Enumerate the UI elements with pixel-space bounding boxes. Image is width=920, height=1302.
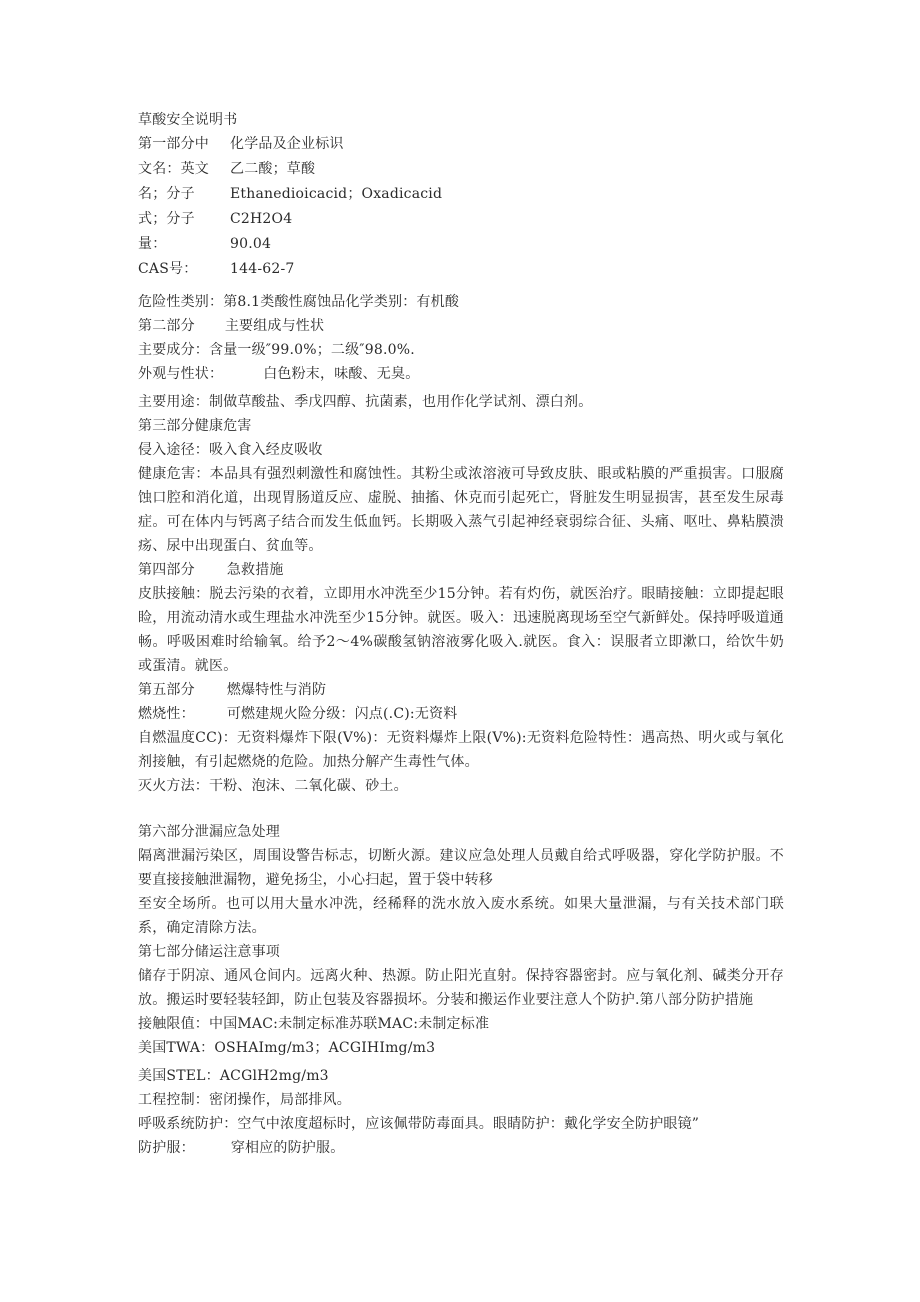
chinese-name: 乙二酸；草酸	[230, 161, 316, 177]
flammability	[138, 702, 788, 726]
section-5-heading-number: 第五部分	[138, 682, 195, 698]
composition: 主要成分：含量一级″99.0%；二级″98.0%.	[138, 342, 415, 358]
spill-response-b: 至安全场所。也可以用大量水冲洗，经稀释的洗水放入废水系统。如果大量泄漏，与有关技术部门联系，确定清除方法。	[138, 896, 784, 936]
flammability-value: 可燃建规火险分级：闪点(.C):无资料	[226, 706, 458, 722]
protective-clothing	[138, 1136, 788, 1160]
autoignition-and-hazards: 自燃温度CC)：无资料爆炸下限(V%)：无资料爆炸上限(V%):无资料危险特性：遇高热、明火或与氧化剂接触，有引起燃烧的危险。加热分解产生毒性气体。	[138, 730, 784, 770]
extinguishing-method: 灭火方法：干粉、泡沫、二氧化碳、砂土。	[138, 778, 408, 794]
section-4-heading-title: 急救措施	[226, 562, 284, 578]
english-name: Ethanedioicacid；Oxadicacid	[230, 186, 443, 202]
section-7-heading: 第七部分储运注意事项	[138, 944, 280, 960]
flammability-label: 燃烧性：	[138, 706, 195, 722]
health-hazards: 健康危害：本品具有强烈刺激性和腐蚀性。其粉尘或浓溶液可导致皮肤、眼或粘膜的严重损害。口服腐蚀口腔和消化道，出现胃肠道反应、虚脱、抽搐、休克而引起死亡，肾脏发生明显损害，甚至发生尿毒症。可在体内与钙离子结合而发生低血钙。长期吸入蒸气引起神经衰弱综合征、头痛、呕吐、鼻粘膜溃疡、尿中出现蛋白、贫血等。	[138, 466, 784, 554]
section-1-label: 名；分子	[138, 186, 195, 202]
section-3-heading: 第三部分健康危害	[138, 418, 252, 434]
appearance	[138, 362, 788, 386]
protective-clothing-label: 防护服：	[138, 1140, 195, 1156]
appearance-value: 白色粉末，味酸、无臭。	[263, 366, 420, 382]
protective-clothing-value: 穿相应的防护服。	[230, 1140, 345, 1156]
section-1-label: 文名：英文	[138, 161, 209, 177]
section-5-heading	[138, 678, 788, 702]
hazard-class: 危险性类别：第8.1类酸性腐蚀品化学类别：有机酸	[138, 294, 460, 310]
section-2-heading	[138, 314, 788, 338]
respiratory-protection: 呼吸系统防护：空气中浓度超标时，应该佩带防毒面具。眼睛防护：戴化学安全防护眼镜”	[138, 1116, 700, 1132]
appearance-label: 外观与性状：	[138, 366, 224, 382]
section-5-heading-title: 燃爆特性与消防	[226, 682, 327, 698]
cas-number: 144-62-7	[230, 261, 295, 277]
spill-response-a: 隔离泄漏污染区，周围设警告标志，切断火源。建议应急处理人员戴自给式呼吸器，穿化学防护服。不要直接接触泄漏物，避免扬尘，小心扫起，置于袋中转移	[138, 848, 784, 888]
section-1-label: 量：	[138, 236, 167, 252]
uses: 主要用途：制做草酸盐、季戊四醇、抗菌素，也用作化学试剂、漂白剂。	[138, 394, 593, 410]
section-1-label: CAS号：	[138, 261, 198, 277]
section-4-heading-number: 第四部分	[138, 562, 195, 578]
molecular-weight: 90.04	[230, 236, 272, 252]
first-aid: 皮肤接触：脱去污染的衣着，立即用水冲洗至少15分钟。若有灼伤，就医治疗。眼睛接触：立即提起眼睑，用流动清水或生理盐水冲洗至少15分钟。就医。吸入：迅速脱离现场至空气新鲜处。保持呼吸道通畅。呼吸困难时给输氧。给予2～4%碳酸氢钠溶液雾化吸入.就医。食入：误服者立即漱口，给饮牛奶或蛋清。就医。	[138, 586, 784, 674]
section-1-labels	[138, 132, 220, 290]
us-twa: 美国TWA：OSHAImg/m3；ACGIHImg/m3	[138, 1040, 436, 1056]
section-4-heading	[138, 558, 788, 582]
section-2-heading-number: 第二部分	[138, 318, 195, 334]
section-1-values	[230, 132, 670, 282]
document-body	[138, 108, 788, 1160]
molecular-formula: C2H2O4	[230, 211, 293, 227]
section-1-label: 式；分子	[138, 211, 195, 227]
section-1-heading: 化学品及企业标识	[230, 136, 344, 152]
exposure-limits: 接触限值：中国MAC:未制定标准苏联MAC:未制定标准	[138, 1016, 490, 1032]
document-title: 草酸安全说明书	[138, 112, 238, 128]
section-2-heading-title: 主要组成与性状	[224, 318, 325, 334]
routes-of-entry: 侵入途径：吸入食入经皮吸收	[138, 442, 323, 458]
section-1-identification	[138, 132, 788, 290]
storage-and-handling: 储存于阴凉、通风仓间内。远离火种、热源。防止阳光直射。保持容器密封。应与氧化剂、碱类分开存放。搬运时要轻装轻卸，防止包装及容器损坏。分装和搬运作业要注意人个防护.第八部分防护措施	[138, 968, 784, 1008]
section-1-label: 第一部分中	[138, 136, 209, 152]
section-6-heading: 第六部分泄漏应急处理	[138, 824, 280, 840]
us-stel: 美国STEL：ACGlH2mg/m3	[138, 1068, 329, 1084]
engineering-controls: 工程控制：密闭操作，局部排风。	[138, 1092, 351, 1108]
